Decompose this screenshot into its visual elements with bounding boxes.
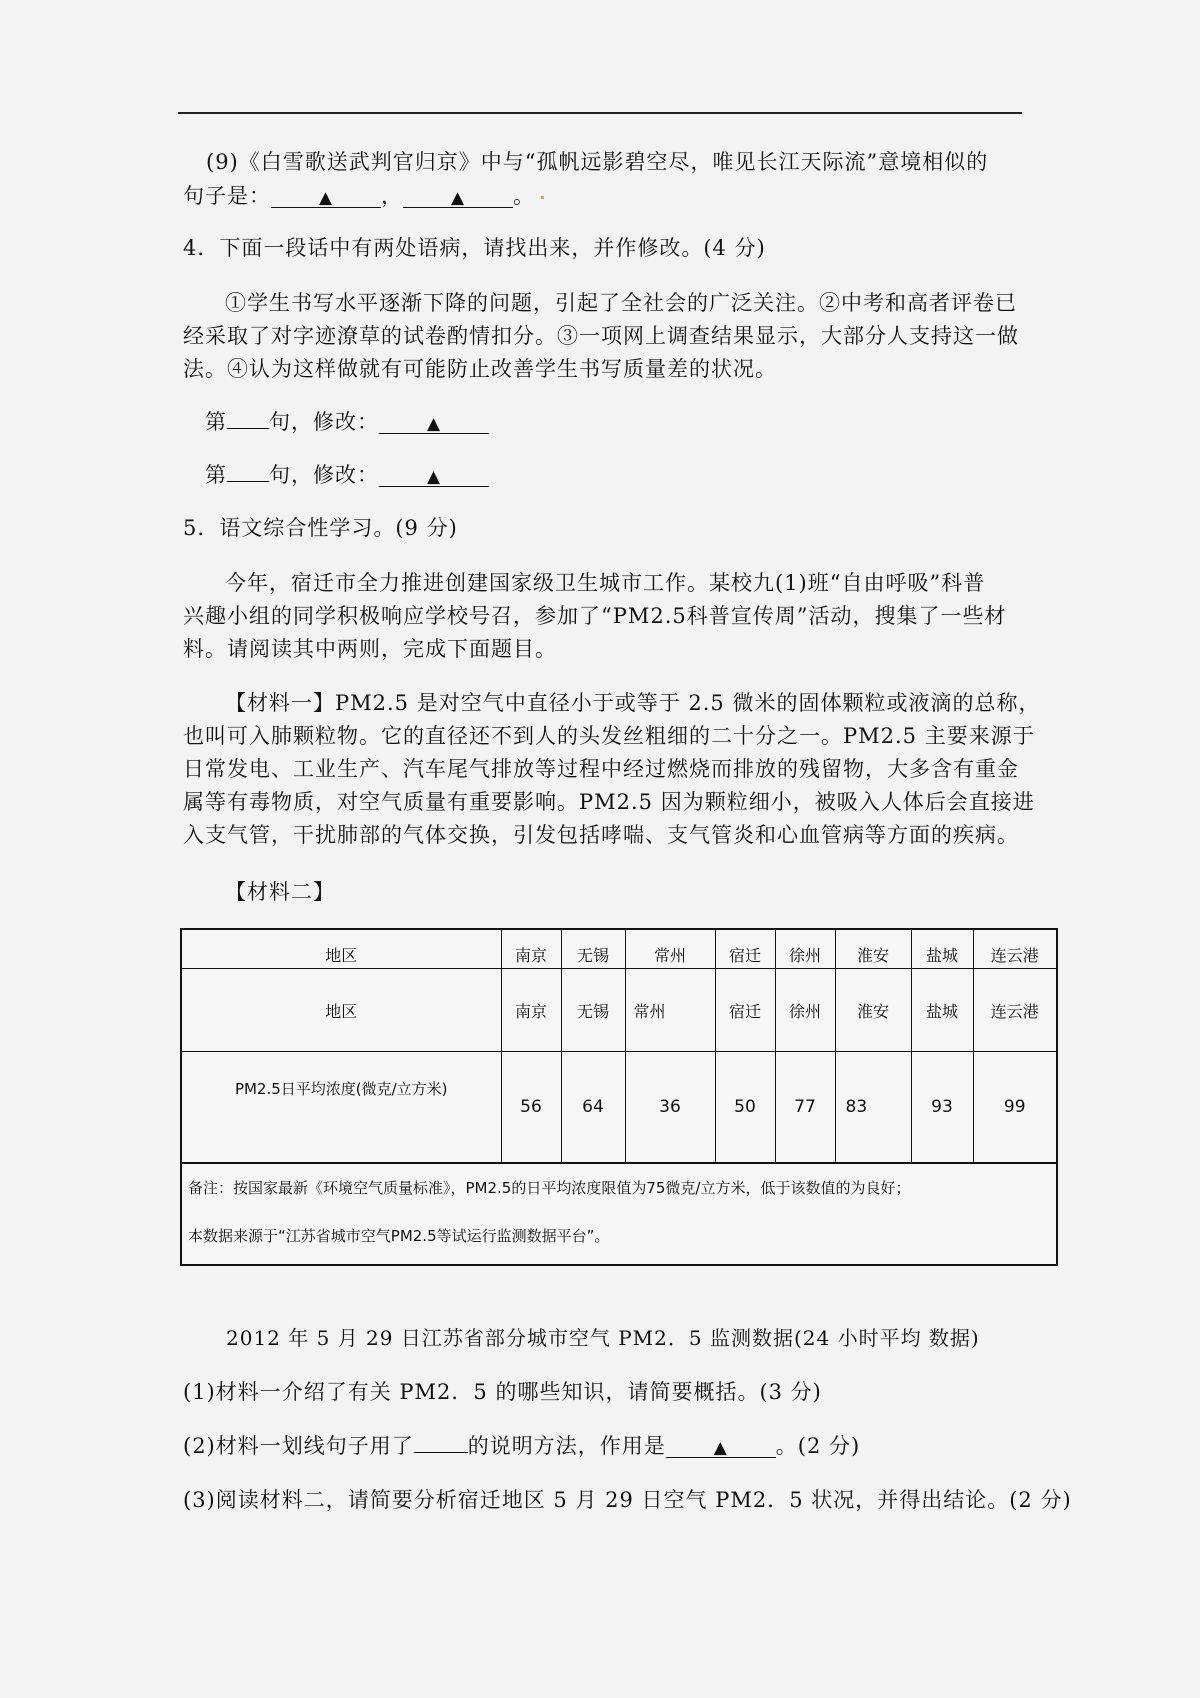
city-cell: 宿迁 bbox=[715, 929, 775, 969]
q4-answer-2 bbox=[205, 459, 489, 489]
city-cell: 盐城 bbox=[911, 969, 973, 1052]
city-cell: 常州 bbox=[625, 969, 715, 1052]
header-cell: 地区 bbox=[181, 969, 501, 1052]
sentence-number-blank[interactable] bbox=[227, 459, 269, 482]
triangle-icon: ▲ bbox=[426, 467, 442, 487]
header-cell: 地区 bbox=[181, 929, 501, 969]
q9-line2 bbox=[183, 180, 544, 210]
revision-blank[interactable] bbox=[379, 411, 489, 434]
city-cell: 无锡 bbox=[561, 929, 625, 969]
table-row bbox=[181, 969, 1057, 1052]
table-note-2: 本数据来源于“江苏省城市空气PM2.5等试运行监测数据平台”。 bbox=[188, 1227, 610, 1245]
city-cell: 连云港 bbox=[973, 929, 1057, 969]
header-rule bbox=[178, 112, 1022, 114]
q4-heading: 4．下面一段话中有两处语病，请找出来，并作修改。(4 分) bbox=[183, 236, 766, 260]
value-cell: 77 bbox=[775, 1052, 835, 1164]
value-cell: 93 bbox=[911, 1052, 973, 1164]
material1-line-2: 也叫可入肺颗粒物。它的直径还不到人的头发丝粗细的二十分之一。PM2.5 主要来源于 bbox=[183, 724, 1035, 748]
value-cell: 64 bbox=[561, 1052, 625, 1164]
q5-intro-3: 料。请阅读其中两则，完成下面题目。 bbox=[183, 637, 557, 661]
table-note-1: 备注：按国家最新《环境空气质量标准》，PM2.5的日平均浓度限值为75微克/立方米，低于该数值的为良好； bbox=[188, 1179, 911, 1197]
pm25-table bbox=[180, 928, 1058, 1266]
q4-answer-1 bbox=[205, 406, 489, 436]
material2-label: 【材料二】 bbox=[225, 880, 335, 904]
triangle-icon: ▲ bbox=[318, 188, 334, 208]
q5-heading: 5．语文综合性学习。(9 分) bbox=[183, 516, 458, 540]
q9-line1: (9)《白雪歌送武判官归京》中与“孤帆远影碧空尽，唯见长江天际流”意境相似的 bbox=[206, 150, 989, 174]
q9-end: 。 bbox=[513, 184, 535, 208]
city-cell: 盐城 bbox=[911, 929, 973, 969]
table-row bbox=[181, 929, 1057, 969]
q9-sep: ， bbox=[381, 184, 403, 208]
q9-prefix: 句子是： bbox=[183, 184, 271, 208]
q5-sub3: (3)阅读材料二，请简要分析宿迁地区 5 月 29 日空气 PM2．5 状况，并得出结论。(2 分) bbox=[183, 1488, 1072, 1512]
value-cell: 83 bbox=[835, 1052, 911, 1164]
sub2-mid: 的说明方法，作用是 bbox=[467, 1434, 666, 1458]
city-cell: 连云港 bbox=[973, 969, 1057, 1052]
answer-mid: 句，修改： bbox=[269, 463, 379, 487]
q9-blank-2[interactable] bbox=[403, 185, 513, 208]
q4-text-2: 经采取了对字迹潦草的试卷酌情扣分。③一项网上调查结果显示，大部分人支持这一做 bbox=[183, 324, 1019, 348]
city-cell: 无锡 bbox=[561, 969, 625, 1052]
city-cell: 淮安 bbox=[835, 929, 911, 969]
q5-intro-2: 兴趣小组的同学积极响应学校号召，参加了“PM2.5科普宣传周”活动，搜集了一些材 bbox=[183, 604, 1007, 628]
answer-prefix: 第 bbox=[205, 410, 227, 434]
value-cell: 56 bbox=[501, 1052, 561, 1164]
triangle-icon: ▲ bbox=[426, 414, 442, 434]
sub2-end: 。(2 分) bbox=[775, 1434, 861, 1458]
table-row bbox=[181, 1052, 1057, 1164]
answer-mid: 句，修改： bbox=[269, 410, 379, 434]
material1-line-5: 入支气管，干扰肺部的气体交换，引发包括哮喘、支气管炎和心血管病等方面的疾病。 bbox=[183, 823, 1019, 847]
table-note-cell bbox=[181, 1163, 1057, 1265]
q9-blank-1[interactable] bbox=[271, 185, 381, 208]
city-cell: 淮安 bbox=[835, 969, 911, 1052]
effect-blank[interactable] bbox=[666, 1435, 776, 1458]
value-cell: 36 bbox=[625, 1052, 715, 1164]
sub2-prefix: (2)材料一划线句子用了 bbox=[183, 1434, 414, 1458]
row-label-cell: PM2.5日平均浓度(微克/立方米) bbox=[181, 1052, 501, 1164]
revision-blank[interactable] bbox=[379, 464, 489, 487]
q4-text-3: 法。④认为这样做就有可能防止改善学生书写质量差的状况。 bbox=[183, 357, 777, 381]
city-cell: 徐州 bbox=[775, 969, 835, 1052]
material1-line-1: 【材料一】PM2.5 是对空气中直径小于或等于 2.5 微米的固体颗粒或液滴的总称， bbox=[225, 691, 1041, 715]
q5-sub1: (1)材料一介绍了有关 PM2．5 的哪些知识，请简要概括。(3 分) bbox=[183, 1380, 822, 1404]
city-cell: 南京 bbox=[501, 969, 561, 1052]
value-cell: 99 bbox=[973, 1052, 1057, 1164]
city-cell: 徐州 bbox=[775, 929, 835, 969]
triangle-icon: ▲ bbox=[450, 188, 466, 208]
table-row bbox=[181, 1163, 1057, 1265]
city-cell: 常州 bbox=[625, 929, 715, 969]
triangle-icon: ▲ bbox=[713, 1438, 728, 1458]
material1-line-4: 属等有毒物质，对空气质量有重要影响。PM2.5 因为颗粒细小，被吸入人体后会直接进 bbox=[183, 790, 1035, 814]
answer-prefix: 第 bbox=[205, 463, 227, 487]
value-cell: 50 bbox=[715, 1052, 775, 1164]
material1-line-3: 日常发电、工业生产、汽车尾气排放等过程中经过燃烧而排放的残留物，大多含有重金 bbox=[183, 757, 1019, 781]
q5-sub2 bbox=[183, 1430, 860, 1460]
q4-text-1: ①学生书写水平逐渐下降的问题，引起了全社会的广泛关注。②中考和高者评卷已 bbox=[225, 291, 1017, 315]
city-cell: 南京 bbox=[501, 929, 561, 969]
q5-intro-1: 今年，宿迁市全力推进创建国家级卫生城市工作。某校九(1)班“自由呼吸”科普 bbox=[225, 571, 986, 595]
table-caption: 2012 年 5 月 29 日江苏省部分城市空气 PM2．5 监测数据(24 小时平均 数据) bbox=[226, 1326, 980, 1350]
sentence-number-blank[interactable] bbox=[227, 406, 269, 429]
city-cell: 宿迁 bbox=[715, 969, 775, 1052]
dot-mark bbox=[541, 196, 544, 199]
method-blank[interactable] bbox=[414, 1430, 468, 1453]
